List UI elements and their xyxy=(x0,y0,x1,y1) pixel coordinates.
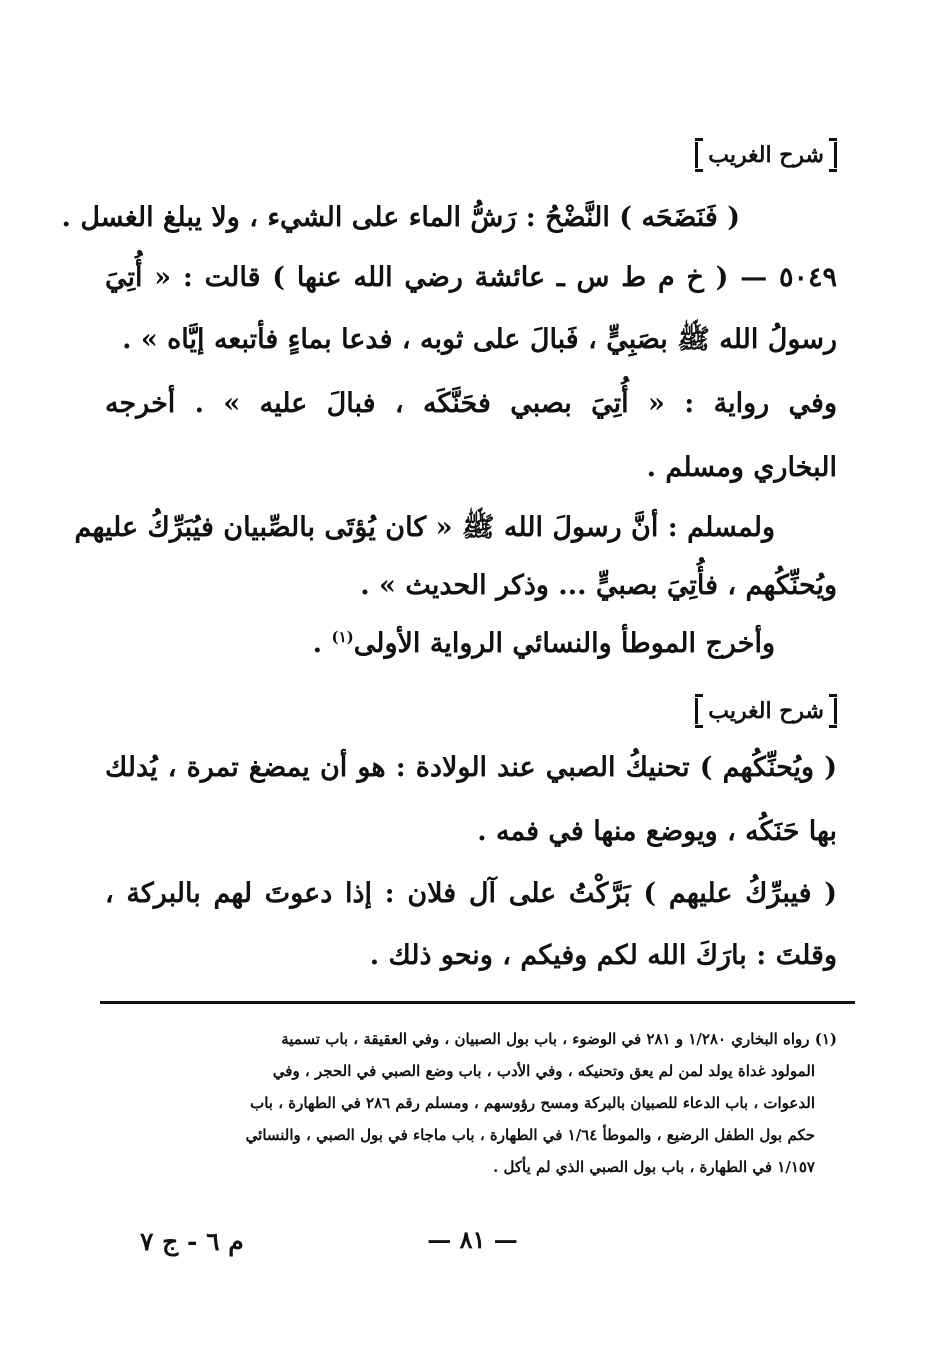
footnote-line: حكم بول الطفل الرضيع ، والموطأ ١/٦٤ في الطهارة ، باب ماجاء في بول الصبي ، والنسائي xyxy=(245,1126,815,1144)
printer-signature: م ٦ - ج ٧ xyxy=(140,1227,244,1256)
hadith-number: ٥٠٤٩ xyxy=(778,262,837,293)
gharib2-line-2: بها حَنَكُه ، ويوضع منها في فمه . xyxy=(477,816,837,847)
hadith-line-2: رسولُ الله ﷺ بصَبِيٍّ ، فَبالَ على ثوبه ، فدعا بماءٍ فأتبعه إيَّاه » . xyxy=(122,324,837,355)
footnote-separator xyxy=(100,1001,855,1004)
footnote-line: الدعوات ، باب الدعاء للصبيان بالبركة ومسح رؤوسهم ، ومسلم رقم ٢٨٦ في الطهارة ، باب xyxy=(250,1094,815,1112)
section-heading-gharib-2 xyxy=(695,698,837,724)
muslim-line-2: ويُحنِّكُهم ، فأُتِيَ بصبيٍّ ... وذكر الحديث » . xyxy=(360,570,837,601)
muwatta-text: وأخرج الموطأ والنسائي الرواية الأولى xyxy=(353,628,775,659)
gharib2-line-4: وقلتَ : بارَكَ الله لكم وفيكم ، ونحو ذلك . xyxy=(369,940,837,971)
muwatta-end: . xyxy=(312,628,332,659)
muwatta-line xyxy=(105,628,775,660)
footnote-line: (١) رواه البخاري ١/٢٨٠ و ٢٨١ في الوضوء ، باب بول الصبيان ، وفي العقيقة ، باب تسمية xyxy=(281,1030,837,1048)
riwaya-line-1: وفي رواية : « أُتِيَ بصبي فحَنَّكَه ، فبالَ عليه » . أخرجه xyxy=(105,388,837,419)
footnote-line: المولود غداة يولد لمن لم يعق وتحنيكه ، وفي الأدب ، باب وضع الصبي في الحجر ، وفي xyxy=(272,1062,815,1080)
footnote-marker: (١) xyxy=(331,628,354,646)
page-number: — ٨١ — xyxy=(427,1225,518,1254)
footnote-line: ١/١٥٧ في الطهارة ، باب بول الصبي الذي لم يأكل . xyxy=(493,1158,815,1176)
hadith-text-1: — ( خ م ط س ـ عائشة رضي الله عنها ) قالت : « أُتِيَ xyxy=(105,262,768,293)
gharib-line-1: ( فَنَضَحَه ) النَّضْحُ : رَشُّ الماء على الشيء ، ولا يبلغ الغسل . xyxy=(61,202,740,233)
riwaya-line-2: البخاري ومسلم . xyxy=(646,452,837,483)
hadith-line-1 xyxy=(105,262,837,294)
gharib2-line-3: ( فيبرِّكُ عليهم ) بَرَّكْتُ على آل فلان : إذا دعوتَ لهم بالبركة ، xyxy=(105,878,837,909)
section-heading-gharib-1 xyxy=(695,142,837,168)
muslim-line-1: ولمسلم : أنَّ رسولَ الله ﷺ « كان يُؤتَى بالصِّبيان فيُبَرِّكُ عليهم xyxy=(74,512,775,543)
heading-text: شرح الغريب xyxy=(708,698,824,724)
heading-text: شرح الغريب xyxy=(708,142,824,168)
gharib2-line-1: ( ويُحنِّكُهم ) تحنيكُ الصبي عند الولادة : هو أن يمضغ تمرة ، يُدلك xyxy=(105,752,837,783)
